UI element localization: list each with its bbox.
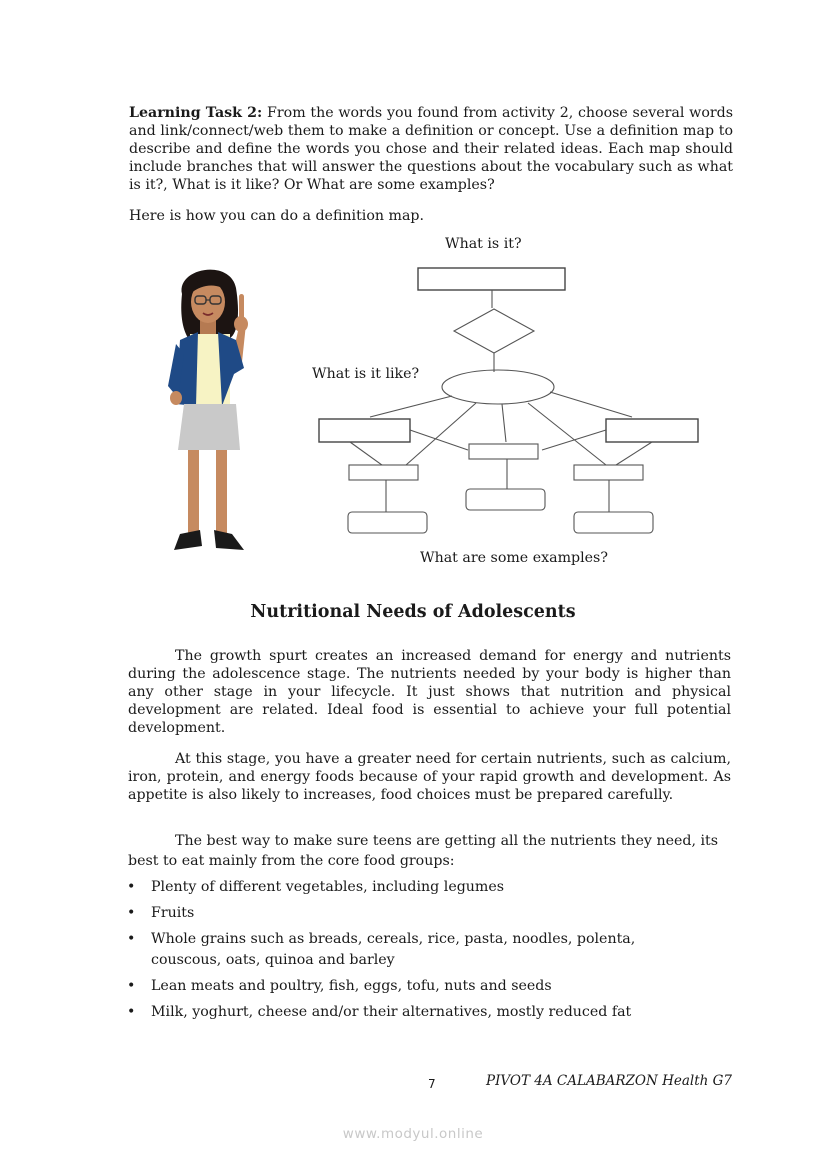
intro-text: Here is how you can do a definition map. [129, 208, 425, 224]
section-title: Nutritional Needs of Adolescents [250, 602, 576, 622]
paragraph-nutrient-needs: At this stage, you have a greater need for certain nutrients, such as calcium, iron, protein, and energy foods because of your rapid growth and development. As appetite is also likely to increases, food choices must be prepared carefully. [128, 751, 731, 803]
list-item: • Fruits [127, 903, 737, 924]
map-diamond [454, 309, 534, 353]
learning-task-label: Learning Task 2: [129, 105, 263, 121]
food-groups-list [127, 877, 737, 1028]
learning-task-paragraph [129, 104, 733, 194]
definition-map-diagram [310, 262, 710, 542]
page-number: 7 [428, 1077, 436, 1091]
teacher-illustration [160, 258, 260, 558]
list-item: • Plenty of different vegetables, including legumes [127, 877, 737, 898]
list-item: • Lean meats and poultry, fish, eggs, tofu, nuts and seeds [127, 976, 737, 997]
paragraph-growth-spurt: The growth spurt creates an increased demand for energy and nutrients during the adolescence stage. The nutrients needed by your body is higher than any other stage in your lifecycle. It just shows that nutrition and physical development are related. Ideal food is essential to achieve your full potential development. [128, 648, 731, 736]
map-like-box-left [319, 419, 410, 442]
watermark: www.modyul.online [342, 1126, 484, 1142]
map-question-like: What is it like? [312, 366, 420, 382]
map-like-ellipse [442, 370, 554, 404]
list-item: • Milk, yoghurt, cheese and/or their alternatives, mostly reduced fat [127, 1002, 737, 1023]
map-like-box-right [606, 419, 698, 442]
footer-title: PIVOT 4A CALABARZON Health G7 [485, 1073, 732, 1089]
map-example-box-left [348, 512, 427, 533]
list-item: • Whole grains such as breads, cereals, rice, pasta, noodles, polenta, couscous, oats, quinoa and barley [127, 929, 661, 970]
map-question-what: What is it? [445, 236, 522, 252]
map-middle-box-left [349, 465, 418, 480]
map-example-box-center [466, 489, 545, 510]
map-middle-box-right [574, 465, 643, 480]
map-middle-box-center [469, 444, 538, 459]
map-question-examples: What are some examples? [420, 550, 608, 566]
map-what-box [418, 268, 565, 290]
learning-task-text: From the words you found from activity 2, choose several words and link/connect/web them to make a definition or concept. Use a definition map to describe and define the words you chose and their related ideas. Each map should include branches that will answer the questions about the vocabulary such as what is it?, What is it like? Or What are some examples? [129, 105, 733, 193]
map-example-box-right [574, 512, 653, 533]
paragraph-core-food-groups: The best way to make sure teens are getting all the nutrients they need, its best to eat mainly from the core food groups: [128, 833, 719, 869]
